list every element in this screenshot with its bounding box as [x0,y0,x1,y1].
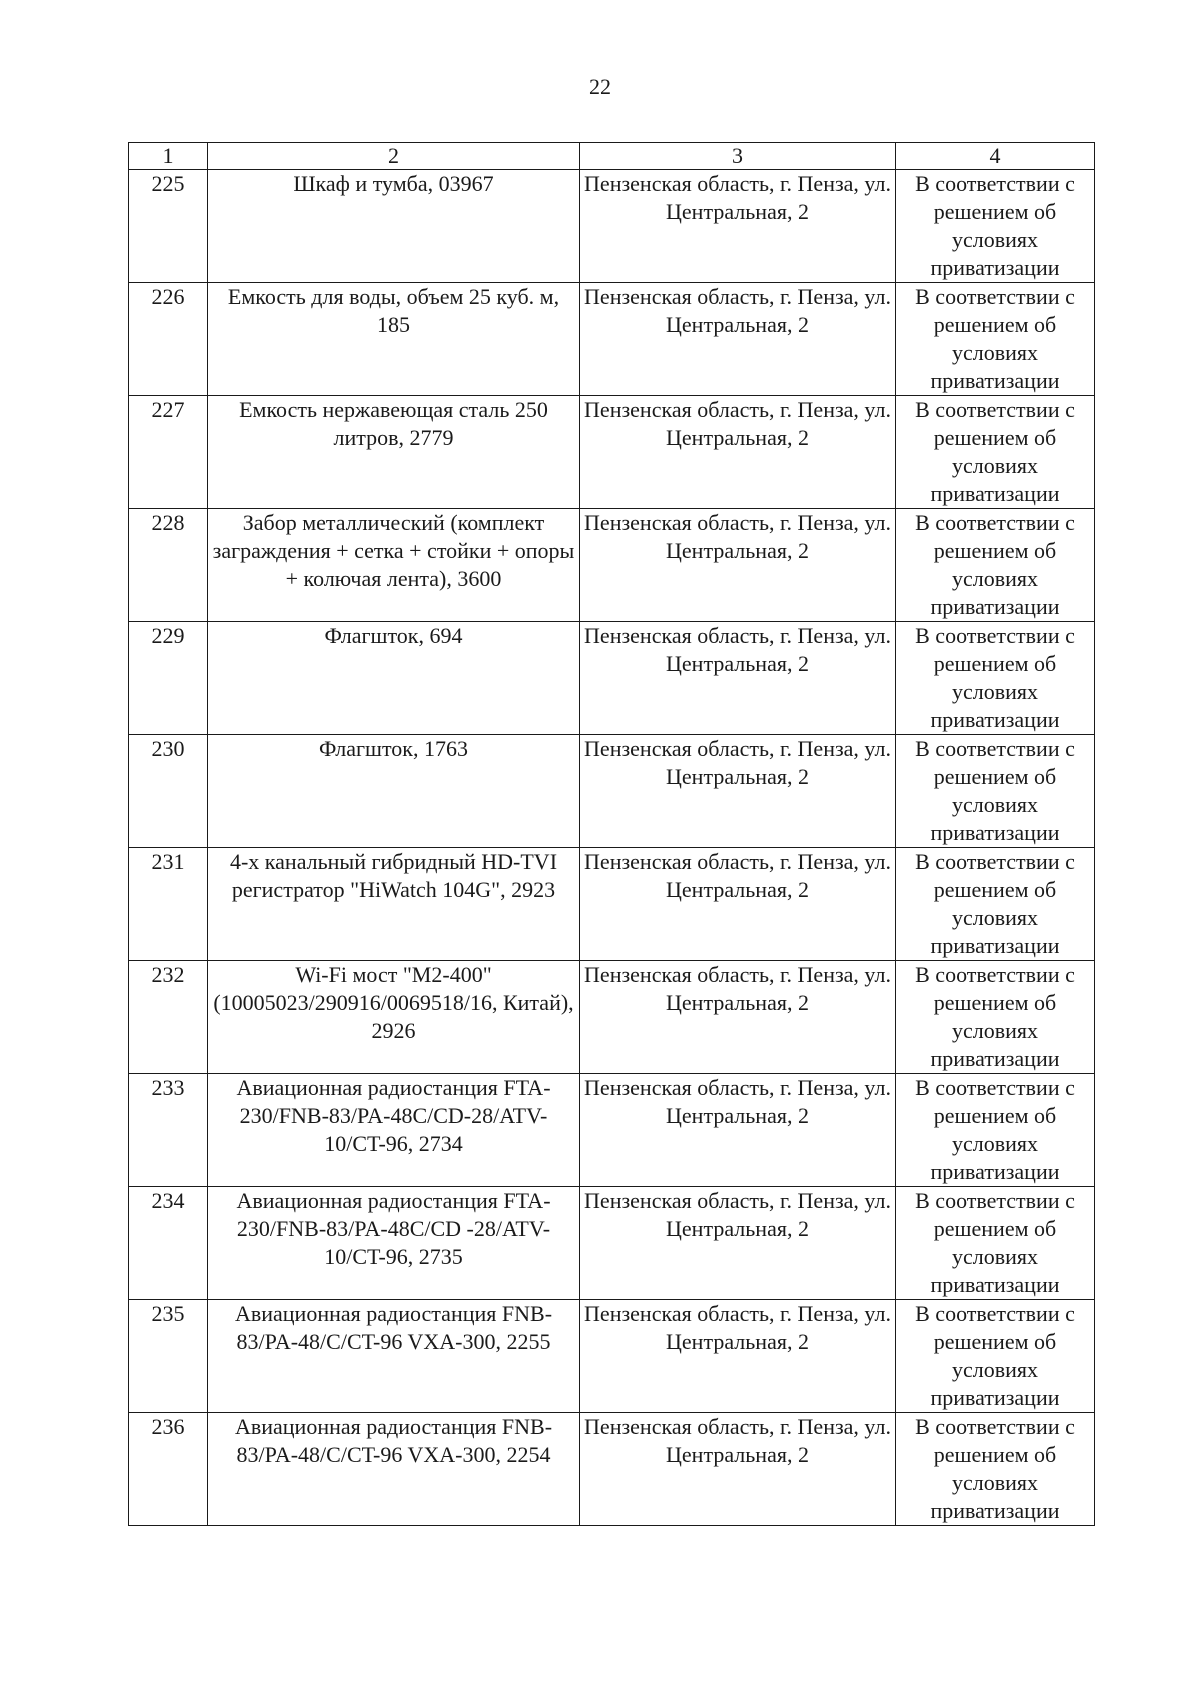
item-name: Авиационная радиостанция FTA-230/FNB-83/PA-48C/CD -28/ATV-10/CT-96, 2735 [208,1187,580,1300]
table-row [129,283,1095,396]
table-row [129,735,1095,848]
privatization-terms: В соответствии с решением об условиях приватизации [896,622,1095,735]
row-number: 227 [129,396,208,509]
item-location: Пензенская область, г. Пенза, ул. Центральная, 2 [580,396,896,509]
privatization-terms: В соответствии с решением об условиях приватизации [896,1187,1095,1300]
item-location: Пензенская область, г. Пенза, ул. Центральная, 2 [580,735,896,848]
item-name: Емкость для воды, объем 25 куб. м, 185 [208,283,580,396]
privatization-terms: В соответствии с решением об условиях приватизации [896,170,1095,283]
column-header-location: 3 [580,143,896,170]
property-table [128,142,1095,1526]
item-name: Авиационная радиостанция FNB-83/PA-48/C/CT-96 VXA-300, 2255 [208,1300,580,1413]
row-number: 225 [129,170,208,283]
item-name: Авиационная радиостанция FNB-83/PA-48/C/CT-96 VXA-300, 2254 [208,1413,580,1526]
privatization-terms: В соответствии с решением об условиях приватизации [896,283,1095,396]
item-name: Wi-Fi мост "M2-400" (10005023/290916/0069518/16, Китай), 2926 [208,961,580,1074]
item-name: Флагшток, 694 [208,622,580,735]
privatization-terms: В соответствии с решением об условиях приватизации [896,396,1095,509]
item-name: Забор металлический (комплект заграждения + сетка + стойки + опоры + колючая лента), 3600 [208,509,580,622]
privatization-terms: В соответствии с решением об условиях приватизации [896,1074,1095,1187]
table-row [129,1187,1095,1300]
privatization-terms: В соответствии с решением об условиях приватизации [896,961,1095,1074]
table-body [129,170,1095,1526]
page-number: 22 [589,74,611,99]
privatization-terms: В соответствии с решением об условиях приватизации [896,848,1095,961]
item-location: Пензенская область, г. Пенза, ул. Центральная, 2 [580,848,896,961]
row-number: 229 [129,622,208,735]
privatization-terms: В соответствии с решением об условиях приватизации [896,735,1095,848]
row-number: 234 [129,1187,208,1300]
row-number: 233 [129,1074,208,1187]
privatization-terms: В соответствии с решением об условиях приватизации [896,1300,1095,1413]
item-name: Флагшток, 1763 [208,735,580,848]
row-number: 230 [129,735,208,848]
item-location: Пензенская область, г. Пенза, ул. Центральная, 2 [580,509,896,622]
item-location: Пензенская область, г. Пенза, ул. Центральная, 2 [580,1187,896,1300]
column-header-terms: 4 [896,143,1095,170]
item-location: Пензенская область, г. Пенза, ул. Центральная, 2 [580,170,896,283]
table-row [129,961,1095,1074]
row-number: 232 [129,961,208,1074]
row-number: 235 [129,1300,208,1413]
row-number: 226 [129,283,208,396]
row-number: 231 [129,848,208,961]
table-row [129,1300,1095,1413]
table-header [129,143,1095,170]
privatization-terms: В соответствии с решением об условиях приватизации [896,1413,1095,1526]
item-name: Авиационная радиостанция FTA-230/FNB-83/PA-48C/CD-28/ATV-10/CT-96, 2734 [208,1074,580,1187]
column-header-name: 2 [208,143,580,170]
table-row [129,396,1095,509]
item-name: Емкость нержавеющая сталь 250 литров, 2779 [208,396,580,509]
header-row [129,143,1095,170]
column-header-number: 1 [129,143,208,170]
table-row [129,1074,1095,1187]
table-row [129,1413,1095,1526]
table-row [129,622,1095,735]
item-location: Пензенская область, г. Пенза, ул. Центральная, 2 [580,1074,896,1187]
row-number: 236 [129,1413,208,1526]
item-location: Пензенская область, г. Пенза, ул. Центральная, 2 [580,283,896,396]
table-row [129,509,1095,622]
item-name: 4-х канальный гибридный HD-TVI регистратор "HiWatch 104G", 2923 [208,848,580,961]
item-location: Пензенская область, г. Пенза, ул. Центральная, 2 [580,961,896,1074]
row-number: 228 [129,509,208,622]
table-row [129,848,1095,961]
item-location: Пензенская область, г. Пенза, ул. Центральная, 2 [580,1300,896,1413]
privatization-terms: В соответствии с решением об условиях приватизации [896,509,1095,622]
item-location: Пензенская область, г. Пенза, ул. Центральная, 2 [580,622,896,735]
item-location: Пензенская область, г. Пенза, ул. Центральная, 2 [580,1413,896,1526]
item-name: Шкаф и тумба, 03967 [208,170,580,283]
table-row [129,170,1095,283]
